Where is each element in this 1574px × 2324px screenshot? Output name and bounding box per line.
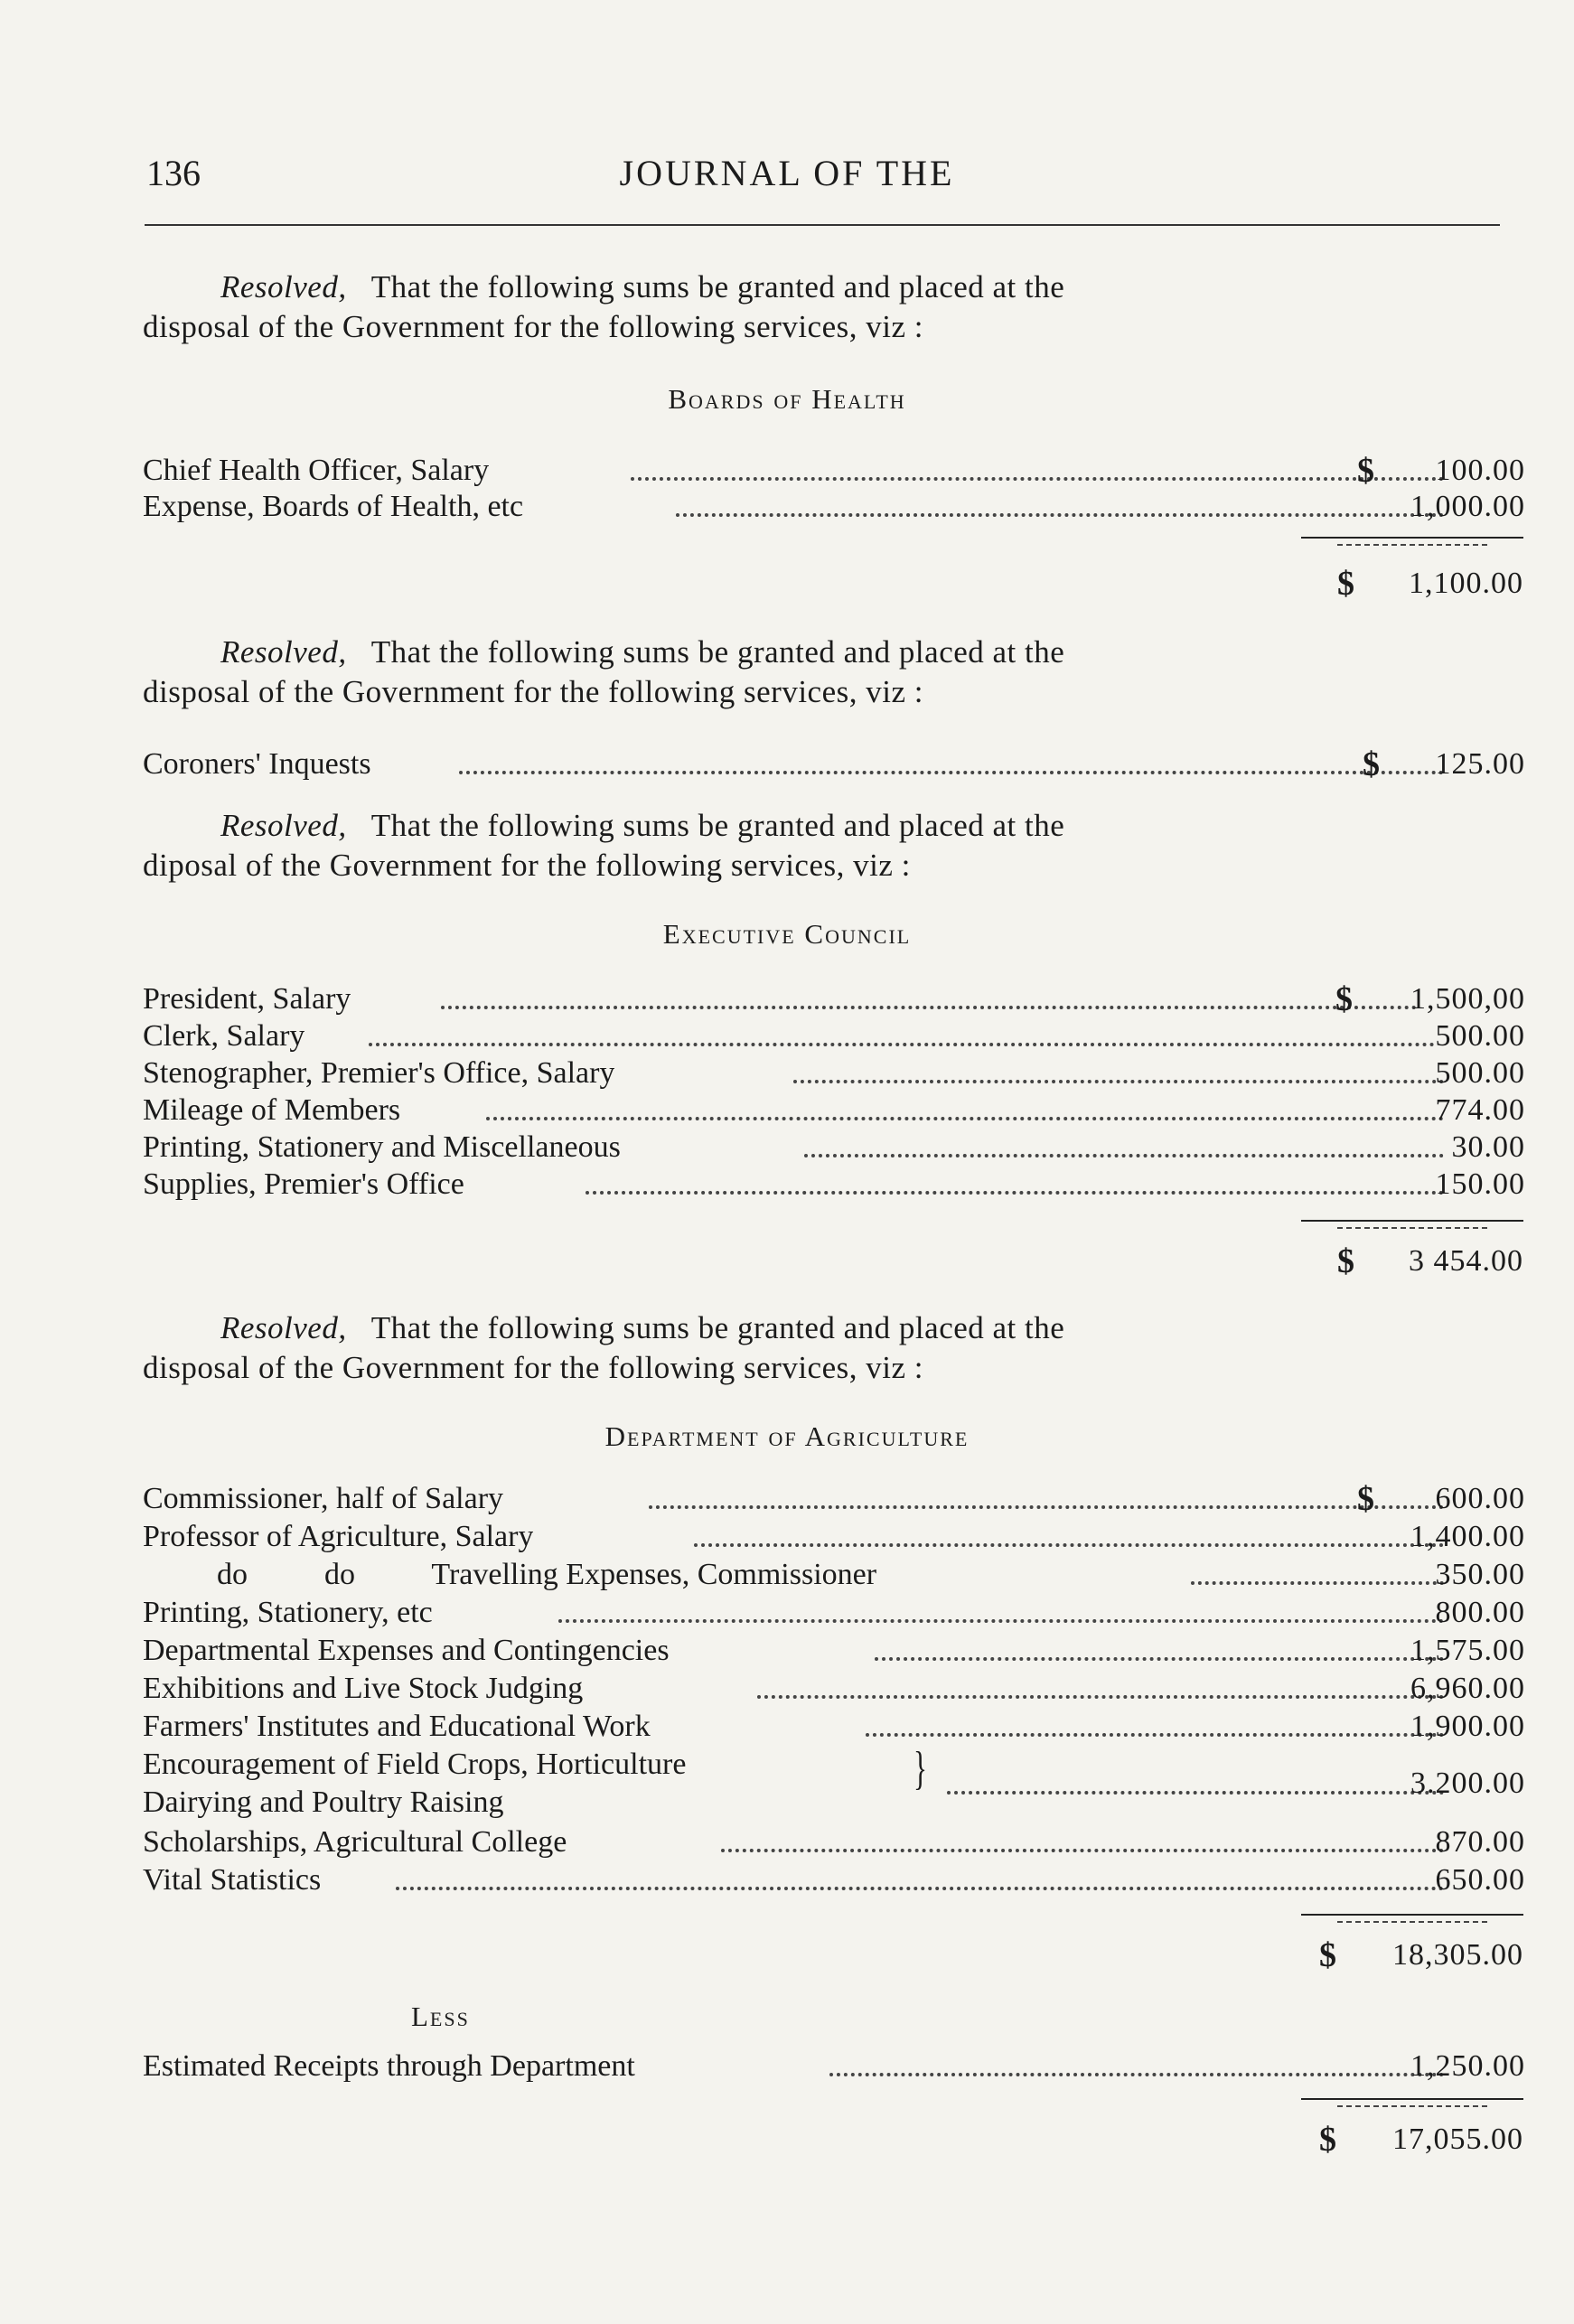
line-item-label: Exhibitions and Live Stock Judging bbox=[143, 1672, 584, 1705]
resolved-lead: Resolved, bbox=[220, 808, 347, 843]
currency-symbol: $ bbox=[1335, 980, 1353, 1018]
line-item-amount: 150.00 bbox=[1435, 1167, 1525, 1201]
less-heading: Less bbox=[411, 2001, 470, 2032]
leader-dots bbox=[486, 1117, 1444, 1120]
currency-symbol: $ bbox=[1319, 2121, 1336, 2159]
line-item-label: Chief Health Officer, Salary bbox=[143, 454, 490, 487]
page-number: 136 bbox=[146, 153, 201, 193]
resolution-paragraph bbox=[143, 1308, 1326, 1388]
resolution-text-line2: diposal of the Government for the following services, viz : bbox=[143, 848, 911, 883]
leader-dots bbox=[829, 2073, 1444, 2076]
leader-dots bbox=[804, 1154, 1444, 1157]
resolved-lead: Resolved, bbox=[220, 634, 347, 670]
line-item-amount: 500.00 bbox=[1435, 1019, 1525, 1053]
line-item bbox=[143, 1594, 1525, 1632]
line-item bbox=[143, 745, 1525, 783]
resolution-text-line1: That the following sums be granted and placed at the bbox=[370, 269, 1065, 305]
line-item bbox=[143, 452, 1525, 490]
line-item bbox=[143, 2048, 1525, 2085]
line-item bbox=[143, 1670, 1525, 1708]
right-brace: } bbox=[913, 1743, 927, 1795]
line-item-label: Encouragement of Field Crops, Horticulture bbox=[143, 1748, 687, 1781]
line-item bbox=[143, 1708, 1525, 1746]
line-item bbox=[143, 1092, 1525, 1129]
line-item-amount: 125.00 bbox=[1435, 747, 1525, 781]
leader-dots bbox=[676, 513, 1444, 517]
line-item-label: President, Salary bbox=[143, 982, 351, 1016]
line-item-amount: 100.00 bbox=[1435, 454, 1525, 487]
line-item-amount: 650.00 bbox=[1435, 1863, 1525, 1897]
resolution-text-line1: That the following sums be granted and placed at the bbox=[370, 1310, 1065, 1345]
line-item bbox=[143, 1556, 1525, 1594]
currency-symbol: $ bbox=[1357, 452, 1374, 490]
resolved-lead: Resolved, bbox=[220, 269, 347, 305]
currency-symbol: $ bbox=[1363, 745, 1380, 783]
resolution-text-line2: disposal of the Government for the following services, viz : bbox=[143, 309, 923, 344]
line-item-label: do do Travelling Expenses, Commissioner bbox=[217, 1558, 877, 1591]
total-amount: 3 454.00 bbox=[1409, 1244, 1523, 1278]
resolved-lead: Resolved, bbox=[220, 1310, 347, 1345]
line-item-label: Stenographer, Premier's Office, Salary bbox=[143, 1056, 615, 1090]
line-item bbox=[143, 1166, 1525, 1204]
line-item bbox=[143, 1054, 1525, 1092]
line-item-label: Estimated Receipts through Department bbox=[143, 2049, 635, 2083]
subtotal-rule bbox=[1301, 537, 1523, 539]
section-total bbox=[1328, 1240, 1523, 1283]
leader-dots bbox=[586, 1191, 1444, 1195]
line-item bbox=[143, 488, 1525, 526]
subtotal-rule bbox=[1301, 1220, 1523, 1222]
line-item-label: Professor of Agriculture, Salary bbox=[143, 1520, 534, 1553]
line-item bbox=[143, 1632, 1525, 1670]
line-item-label: Coroners' Inquests bbox=[143, 747, 371, 781]
leader-dots bbox=[866, 1733, 1444, 1737]
line-item-amount: 1,575.00 bbox=[1410, 1634, 1525, 1667]
line-item bbox=[143, 1518, 1525, 1556]
line-item-amount: 1,900.00 bbox=[1410, 1710, 1525, 1743]
line-item bbox=[143, 1823, 1525, 1861]
total-amount: 17,055.00 bbox=[1392, 2123, 1523, 2156]
total-amount: 18,305.00 bbox=[1392, 1938, 1523, 1972]
resolution-text-line1: That the following sums be granted and placed at the bbox=[370, 634, 1065, 670]
resolution-paragraph bbox=[143, 806, 1326, 886]
line-item-amount: 500.00 bbox=[1435, 1056, 1525, 1090]
currency-symbol: $ bbox=[1319, 1936, 1336, 1974]
line-item-label: Printing, Stationery and Miscellaneous bbox=[143, 1130, 621, 1164]
line-item-label: Commissioner, half of Salary bbox=[143, 1482, 504, 1515]
line-item-amount: 350.00 bbox=[1435, 1558, 1525, 1591]
line-item bbox=[143, 1129, 1525, 1167]
line-item-amount: 1,400.00 bbox=[1410, 1520, 1525, 1553]
resolution-text-line2: disposal of the Government for the following services, viz : bbox=[143, 1350, 923, 1385]
leader-dots bbox=[558, 1619, 1444, 1623]
line-item bbox=[143, 1861, 1525, 1899]
line-item-label: Vital Statistics bbox=[143, 1863, 322, 1897]
line-item-label: Scholarships, Agricultural College bbox=[143, 1825, 567, 1859]
net-total bbox=[1310, 2118, 1523, 2161]
line-item-label: Mileage of Members bbox=[143, 1093, 401, 1127]
header-rule bbox=[145, 224, 1500, 226]
line-item-label-second: Dairying and Poultry Raising bbox=[143, 1785, 504, 1819]
line-item bbox=[143, 1017, 1525, 1055]
line-item-label: Printing, Stationery, etc bbox=[143, 1596, 433, 1629]
currency-symbol: $ bbox=[1337, 1242, 1354, 1280]
page-title: JOURNAL OF THE bbox=[619, 153, 955, 193]
leader-dots bbox=[369, 1043, 1435, 1046]
line-item-amount: 600.00 bbox=[1435, 1482, 1525, 1515]
leader-dots bbox=[459, 771, 1444, 774]
line-item-amount: 3.200.00 bbox=[1410, 1766, 1525, 1800]
leader-dots bbox=[649, 1505, 1444, 1509]
resolution-paragraph bbox=[143, 633, 1326, 712]
line-item-label: Clerk, Salary bbox=[143, 1019, 305, 1053]
line-item-amount: 870.00 bbox=[1435, 1825, 1525, 1859]
section-total bbox=[1310, 1934, 1523, 1977]
line-item-amount: 800.00 bbox=[1435, 1596, 1525, 1629]
leader-dots bbox=[694, 1543, 1444, 1547]
leader-dots bbox=[441, 1006, 1417, 1009]
line-item-label: Farmers' Institutes and Educational Work bbox=[143, 1710, 651, 1743]
line-item-braced bbox=[143, 1743, 1525, 1822]
subtotal-rule bbox=[1301, 1914, 1523, 1916]
line-item-label: Supplies, Premier's Office bbox=[143, 1167, 464, 1201]
currency-symbol: $ bbox=[1357, 1480, 1374, 1518]
line-item-amount: 774.00 bbox=[1435, 1093, 1525, 1127]
section-heading-executive-council: Executive Council bbox=[662, 918, 912, 950]
line-item-amount: 1,250.00 bbox=[1410, 2049, 1525, 2083]
line-item-amount: 1,500,00 bbox=[1410, 982, 1525, 1016]
line-item-amount: 6,960.00 bbox=[1410, 1672, 1525, 1705]
resolution-text-line1: That the following sums be granted and placed at the bbox=[370, 808, 1065, 843]
line-item-label: Departmental Expenses and Contingencies bbox=[143, 1634, 670, 1667]
leader-dots bbox=[793, 1080, 1444, 1083]
section-heading-boards-of-health: Boards of Health bbox=[668, 383, 906, 415]
leader-dots bbox=[721, 1849, 1444, 1852]
subtotal-rule bbox=[1301, 2098, 1523, 2100]
leader-dots bbox=[757, 1695, 1444, 1699]
line-item-amount: 30.00 bbox=[1451, 1130, 1525, 1164]
leader-dots bbox=[631, 477, 1444, 481]
resolution-text-line2: disposal of the Government for the following services, viz : bbox=[143, 674, 923, 709]
section-heading-agriculture: Department of Agriculture bbox=[604, 1420, 970, 1452]
currency-symbol: $ bbox=[1337, 565, 1354, 603]
line-item-label: Expense, Boards of Health, etc bbox=[143, 490, 524, 523]
line-item bbox=[143, 1480, 1525, 1518]
line-item-amount: 1,000.00 bbox=[1410, 490, 1525, 523]
total-amount: 1,100.00 bbox=[1409, 567, 1523, 600]
leader-dots bbox=[875, 1657, 1444, 1661]
resolution-paragraph bbox=[143, 267, 1326, 347]
section-total bbox=[1328, 562, 1523, 605]
line-item bbox=[143, 980, 1525, 1018]
leader-dots bbox=[396, 1887, 1444, 1890]
